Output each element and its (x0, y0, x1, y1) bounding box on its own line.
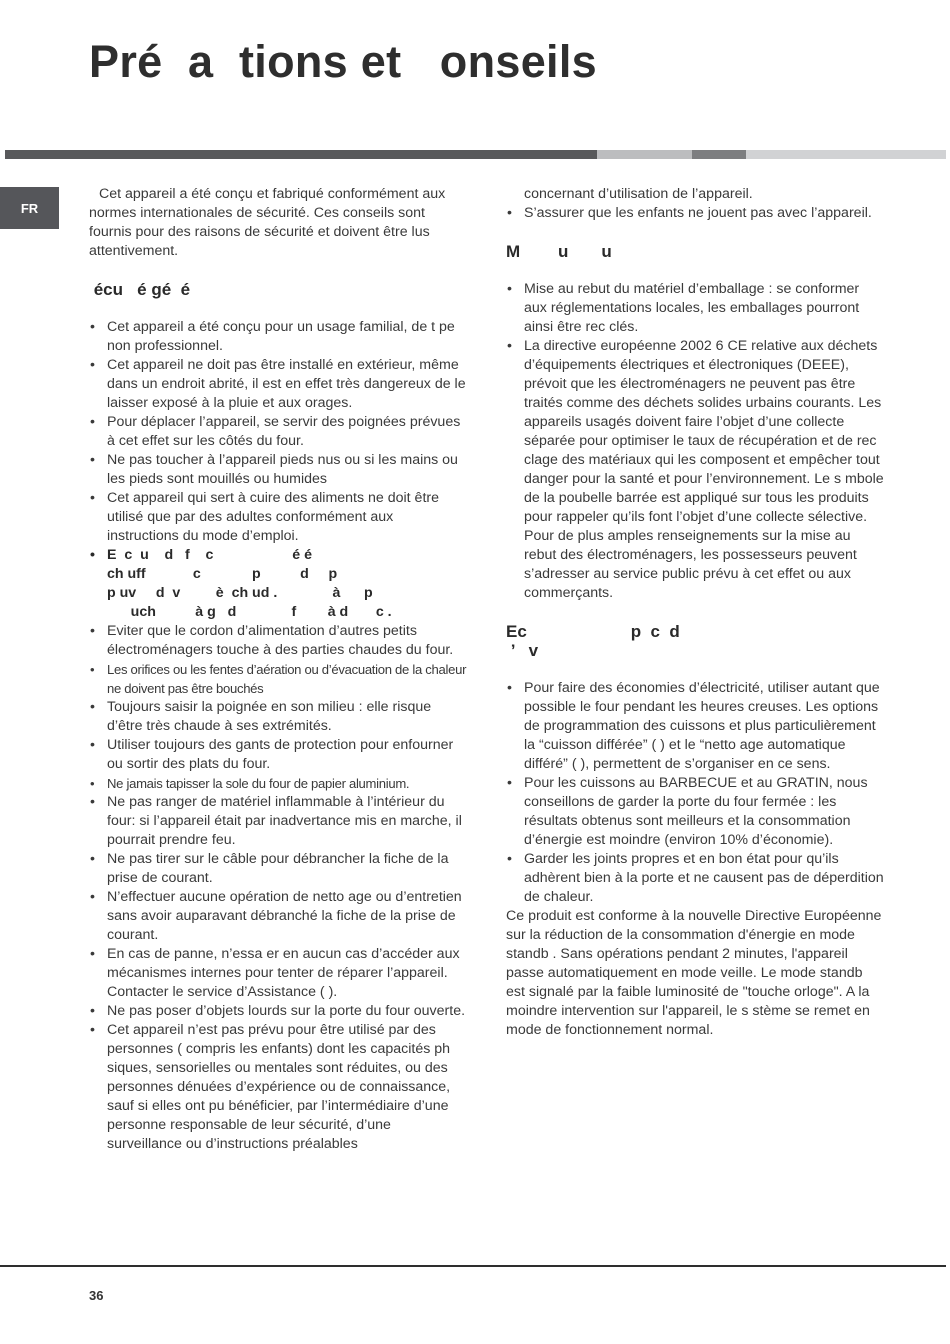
bullet-icon: • (507, 205, 512, 221)
list-item: • Cet appareil qui sert à cuire des aliments ne doit être utilisé que par des adultes conformément aux instructions du mode d’emploi. (90, 490, 440, 544)
header-rule-dark-2 (692, 150, 746, 159)
footer-rule (0, 1265, 946, 1267)
list-item: • N’effectuer aucune opération de netto age ou d’entretien sans avoir auparavant débranché la fiche de la prise de courant. (90, 889, 462, 943)
list-item: • Pour les cuissons au BARBECUE et au GRATIN, nous conseillons de garder la porte du four fermée : les résultats obtenus sont meilleurs et la consommation d’énergie est moindre (environ 10% d’économie). (507, 775, 868, 848)
right-column (506, 185, 884, 1040)
bullet-icon: • (90, 319, 95, 335)
continued-text: concernant d’utilisation de l’appareil. (524, 186, 753, 202)
list-item: • Ne jamais tapisser la sole du four de papier aluminium. (90, 776, 410, 791)
page-title: Pré a tions et onseils (89, 36, 597, 87)
bullet-icon: • (90, 623, 95, 639)
bullet-icon: • (90, 851, 95, 867)
bullet-icon: • (90, 794, 95, 810)
list-item: • Mise au rebut du matériel d’emballage : se conformer aux réglementations locales, les emballages pourront ainsi être rec clés. (507, 281, 860, 335)
list-item: • Ne pas ranger de matériel inflammable à l’intérieur du four: si l’appareil était par inadvertance mis en marche, il pourrait prendre feu. (90, 794, 462, 848)
list-item: • En cas de panne, n’essa er en aucun cas d’accéder aux mécanismes internes pour tenter de réparer l’appareil. Contacter le service d’Assistance ( ). (90, 946, 460, 1000)
list-item: • Cet appareil a été conçu pour un usage familial, de t pe non professionnel. (90, 319, 455, 354)
bullet-icon: • (90, 776, 95, 791)
energy-list (506, 679, 884, 907)
list-item: • Utiliser toujours des gants de protection pour enfourner ou sortir des plats du four. (90, 737, 454, 772)
language-tab: FR (0, 187, 59, 229)
children-list (506, 204, 884, 223)
header-rule-dark (5, 150, 597, 159)
list-item: • Toujours saisir la poignée en son milieu : elle risque d’être très chaude à ses extrémités. (90, 699, 432, 734)
list-item: • Pour faire des économies d’électricité, utiliser autant que possible le four pendant les heures creuses. Les options de programmation des cuissons et plus particulièrement la “cuisson différée” ( ) et le “netto age automatique différé” ( ), permettent de s’organiser en ce sens. (507, 680, 880, 772)
left-column (89, 185, 467, 1154)
bullet-icon: • (507, 338, 512, 354)
bullet-icon: • (90, 662, 95, 677)
list-item-warning: • E c u d f c é é ch uff c p d p p uv d v è ch ud . à p uch à g d f à d c . (90, 547, 392, 620)
intro-paragraph: Cet appareil a été conçu et fabriqué conformément aux normes internationales de sécurité. Ces conseils sont fournis pour des raisons de sécurité et doivent être lus attentivement. (89, 186, 446, 259)
list-item: • Cet appareil ne doit pas être installé en extérieur, même dans un endroit abrité, il est en effet très dangereux de le laisser exposé à la pluie et aux orages. (90, 357, 466, 411)
bullet-icon: • (90, 490, 95, 506)
header-rule-light-2 (746, 150, 946, 159)
list-item: • Les orifices ou les fentes d’aération ou d’évacuation de la chaleur ne doivent pas être bouchés (90, 662, 467, 696)
safety-list (89, 318, 467, 1154)
header-rule-light (597, 150, 692, 159)
bullet-icon: • (507, 851, 512, 867)
list-item: • Pour déplacer l’appareil, se servir des poignées prévues à cet effet sur les côtés du four. (90, 414, 461, 449)
page-number: 36 (89, 1288, 104, 1303)
bullet-icon: • (507, 281, 512, 297)
bullet-icon: • (90, 357, 95, 373)
list-item: • Ne pas toucher à l’appareil pieds nus ou si les mains ou les pieds sont mouillés ou humides (90, 452, 458, 487)
list-item: • Ne pas tirer sur le câble pour débrancher la fiche de la prise de courant. (90, 851, 449, 886)
bullet-icon: • (90, 889, 95, 905)
bullet-icon: • (90, 547, 95, 563)
list-item: • Ne pas poser d’objets lourds sur la porte du four ouverte. (90, 1003, 466, 1019)
disposal-list (506, 280, 884, 527)
list-item: • Garder les joints propres et en bon état pour qu’ils adhèrent bien à la porte et ne causent pas de déperdition de chaleur. (507, 851, 884, 905)
bullet-icon: • (90, 1022, 95, 1038)
list-item: • La directive européenne 2002 6 CE relative aux déchets d’équipements électriques et électroniques (DEEE), prévoit que les électroménagers ne peuvent pas être traités comme des déchets solides urbains courants. Les appareils usagés doivent faire l’objet d’une collecte séparée pour optimiser le taux de récupération et de rec clage des matériaux qui les composent et empêcher tout danger pour la santé et pour l’environnement. Le s mbole de la poubelle barrée est appliqué sur tous les produits pour rappeler qu’ils font l’objet d’une collecte sélective. (507, 338, 884, 525)
section-heading-disposal: M u u (506, 242, 612, 261)
section-heading-energy: Ec p c d ’ v (506, 622, 680, 660)
list-item: • S’assurer que les enfants ne jouent pas avec l’appareil. (507, 205, 872, 221)
bullet-icon: • (90, 1003, 95, 1019)
bullet-icon: • (90, 737, 95, 753)
bullet-icon: • (507, 680, 512, 696)
bullet-icon: • (90, 946, 95, 962)
bullet-icon: • (90, 699, 95, 715)
bullet-icon: • (507, 775, 512, 791)
section-heading-safety: écu é gé é (89, 280, 191, 299)
standby-paragraph: Ce produit est conforme à la nouvelle Directive Européenne sur la réduction de la consommation d'énergie en mode standb . Sans opérations pendant 2 minutes, l'appareil passe automatiquement en mode veille. Le mode standb est signalé par la faible luminosité de "touche orloge". A la moindre intervention sur l'appareil, le s stème se remet en mode de fonctionnement normal. (506, 908, 882, 1038)
bullet-icon: • (90, 452, 95, 468)
list-item: • Eviter que le cordon d’alimentation d’autres petits électroménagers touche à des parties chaudes du four. (90, 623, 454, 658)
disposal-paragraph: Pour de plus amples renseignements sur la mise au rebut des électroménagers, les possesseurs peuvent s’adresser au service public prévu à cet effet ou aux commerçants. (524, 528, 857, 601)
list-item: • Cet appareil n’est pas prévu pour être utilisé par des personnes ( compris les enfants) dont les capacités ph siques, sensorielles ou mentales sont réduites, ou des personnes dénuées d’expérience ou de connaissance, sauf si elles ont pu bénéficier, par l’intermédiaire d’une personne responsable de leur sécurité, d’une surveillance ou d’instructions préalables (90, 1022, 451, 1152)
bullet-icon: • (90, 414, 95, 430)
